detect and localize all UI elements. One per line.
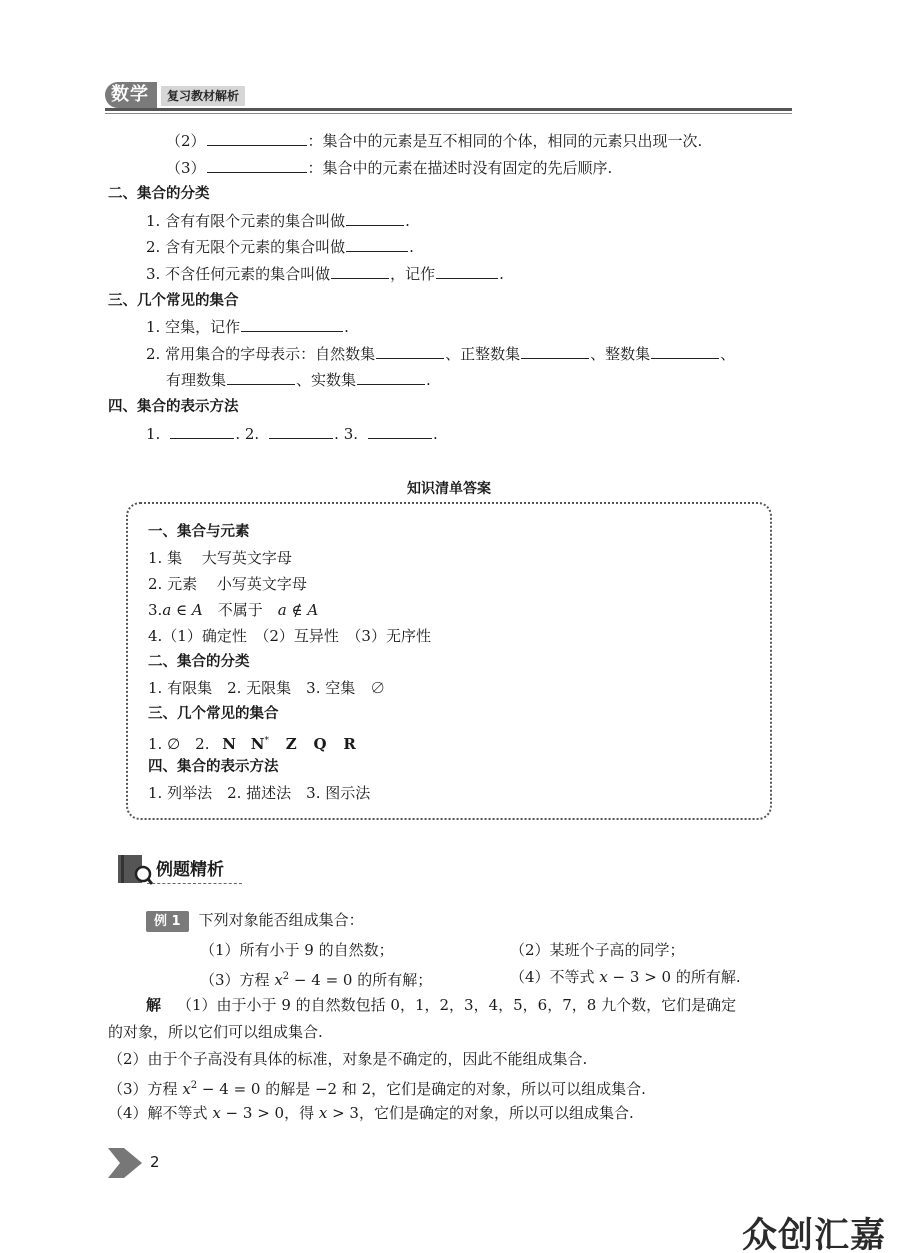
magnifier-icon — [117, 852, 153, 886]
option-text: − 4 = 0 的所有解； — [289, 971, 433, 989]
option-text: （3）方程 — [200, 971, 275, 989]
answer-line — [148, 599, 318, 621]
section-title-examples: 例题精析 — [156, 860, 224, 880]
item-text: 1. 含有有限个元素的集合叫做 — [146, 212, 346, 230]
item-text: . 2. — [235, 425, 260, 443]
answer-section-4: 四、集合的表示方法 — [148, 759, 279, 775]
item-text: 、 — [720, 345, 736, 363]
fill-blank — [521, 343, 589, 359]
fill-blank — [346, 210, 404, 226]
classification-item-3 — [146, 263, 504, 285]
fill-blank — [357, 369, 425, 385]
set-symbol-R: R — [343, 735, 356, 753]
math-var: x — [599, 968, 608, 986]
solution-text: − 3 > 0，得 — [220, 1104, 319, 1122]
item-end: . — [409, 238, 414, 256]
common-sets-item-2 — [146, 343, 735, 365]
item-text: ：集合中的元素是互不相同的个体，相同的元素只出现一次. — [307, 132, 703, 150]
solution-text: > 3，它们是确定的对象，所以可以组成集合. — [327, 1104, 634, 1122]
set-symbol-Nstar: N — [250, 735, 265, 753]
title-underline — [147, 883, 242, 884]
example-badge: 例 1 — [146, 911, 189, 932]
solution-line-1 — [146, 994, 736, 1016]
answer-text: 3. — [148, 601, 163, 619]
property-item-3 — [166, 157, 612, 179]
answer-text: 不属于 — [202, 601, 278, 619]
math-var: x — [212, 1104, 221, 1122]
fill-blank — [331, 263, 389, 279]
answer-line: 4.（1）确定性 （2）互异性 （3）无序性 — [148, 627, 431, 645]
exponent: 2 — [282, 971, 290, 982]
section-heading-classification: 二、集合的分类 — [108, 186, 210, 202]
item-text: 2. 含有无限个元素的集合叫做 — [146, 238, 346, 256]
math-expr: a ∈ A — [162, 601, 203, 619]
item-end: . — [405, 212, 410, 230]
item-end: . — [426, 371, 431, 389]
fill-blank — [346, 236, 408, 252]
header-subtitle: 复习教材解析 — [161, 86, 245, 106]
answer-line: 1. 有限集 2. 无限集 3. 空集 ∅ — [148, 679, 386, 697]
example-option-2: （2）某班个子高的同学； — [510, 941, 685, 959]
math-var: x — [274, 971, 283, 989]
question-text: 下列对象能否组成集合： — [198, 911, 364, 929]
section-heading-common-sets: 三、几个常见的集合 — [108, 293, 239, 309]
item-text: 3. 不含任何元素的集合叫做 — [146, 265, 331, 283]
math-var: x — [318, 1104, 328, 1122]
fill-blank — [207, 157, 307, 173]
answer-line — [148, 730, 356, 755]
item-end: . — [433, 425, 438, 443]
play-arrow-icon — [108, 1148, 142, 1178]
fill-blank — [207, 130, 307, 146]
answer-text: 1. ∅ 2. — [148, 735, 210, 753]
item-prefix: （3） — [166, 159, 206, 177]
math-expr: a ∉ A — [277, 601, 319, 619]
answer-line: 1. 集 大写英文字母 — [148, 549, 292, 567]
item-text: 、正整数集 — [445, 345, 521, 363]
section-heading-representation: 四、集合的表示方法 — [108, 399, 239, 415]
option-text: （4）不等式 — [510, 968, 600, 986]
watermark-logo: 众创汇嘉 — [742, 1216, 887, 1253]
classification-item-2 — [146, 236, 414, 258]
property-item-2 — [166, 130, 702, 152]
answer-line: 2. 元素 小写英文字母 — [148, 575, 307, 593]
item-text: 1. 空集，记作 — [146, 318, 241, 336]
set-symbol-N: N — [222, 735, 236, 753]
page-header — [105, 82, 792, 114]
fill-blank — [269, 423, 333, 439]
classification-item-1 — [146, 210, 410, 232]
item-text: 1. — [146, 425, 161, 443]
answer-section-2: 二、集合的分类 — [148, 654, 250, 670]
item-prefix: （2） — [166, 132, 206, 150]
item-end: . — [344, 318, 349, 336]
item-text: ：集合中的元素在描述时没有固定的先后顺序. — [307, 159, 613, 177]
set-symbol-Z: Z — [285, 735, 297, 753]
fill-blank — [651, 343, 719, 359]
fill-blank — [227, 369, 295, 385]
solution-text: （3）方程 — [108, 1080, 183, 1098]
answer-line: 1. 列举法 2. 描述法 3. 图示法 — [148, 784, 371, 802]
fill-blank — [368, 423, 432, 439]
subject-badge: 数学 — [105, 82, 157, 108]
example-1-question — [146, 909, 364, 932]
fill-blank — [436, 263, 498, 279]
solution-label: 解 — [146, 996, 162, 1014]
example-option-1: （1）所有小于 9 的自然数； — [200, 941, 394, 959]
solution-line-4 — [108, 1075, 646, 1100]
item-end: . — [499, 265, 504, 283]
answer-section-1: 一、集合与元素 — [148, 524, 250, 540]
item-text: 、实数集 — [296, 371, 357, 389]
answer-section-3: 三、几个常见的集合 — [148, 706, 279, 722]
item-text: ，记作 — [390, 265, 436, 283]
fill-blank — [241, 316, 343, 332]
solution-text: − 4 = 0 的解是 −2 和 2，它们是确定的对象，所以可以组成集合. — [197, 1080, 646, 1098]
solution-line-2: 的对象，所以它们可以组成集合. — [108, 1023, 323, 1041]
header-rule-thin — [105, 113, 792, 114]
common-sets-item-1 — [146, 316, 349, 338]
set-symbol-Q: Q — [313, 735, 327, 753]
common-sets-item-2-cont — [166, 369, 431, 391]
representation-items — [146, 423, 438, 445]
exponent: 2 — [190, 1080, 198, 1091]
item-text: 2. 常用集合的字母表示：自然数集 — [146, 345, 376, 363]
solution-text: （1）由于小于 9 的自然数包括 0，1，2，3，4，5，6，7，8 九个数，它们是确定 — [177, 996, 737, 1014]
superscript-star: * — [264, 736, 269, 746]
answers-box — [126, 502, 772, 820]
math-var: x — [182, 1080, 191, 1098]
item-text: 、整数集 — [590, 345, 651, 363]
example-option-4 — [510, 966, 741, 988]
page-number: 2 — [150, 1153, 160, 1171]
solution-line-3: （2）由于个子高没有具体的标准，对象是不确定的，因此不能组成集合. — [108, 1050, 588, 1068]
solution-text: （4）解不等式 — [108, 1104, 213, 1122]
option-text: − 3 > 0 的所有解. — [607, 968, 741, 986]
fill-blank — [170, 423, 234, 439]
header-rule-thick — [105, 108, 792, 111]
item-text: . 3. — [334, 425, 359, 443]
answers-title: 知识清单答案 — [407, 481, 491, 497]
example-option-3 — [200, 966, 432, 991]
solution-line-5 — [108, 1102, 634, 1124]
item-text: 有理数集 — [166, 371, 227, 389]
fill-blank — [376, 343, 444, 359]
